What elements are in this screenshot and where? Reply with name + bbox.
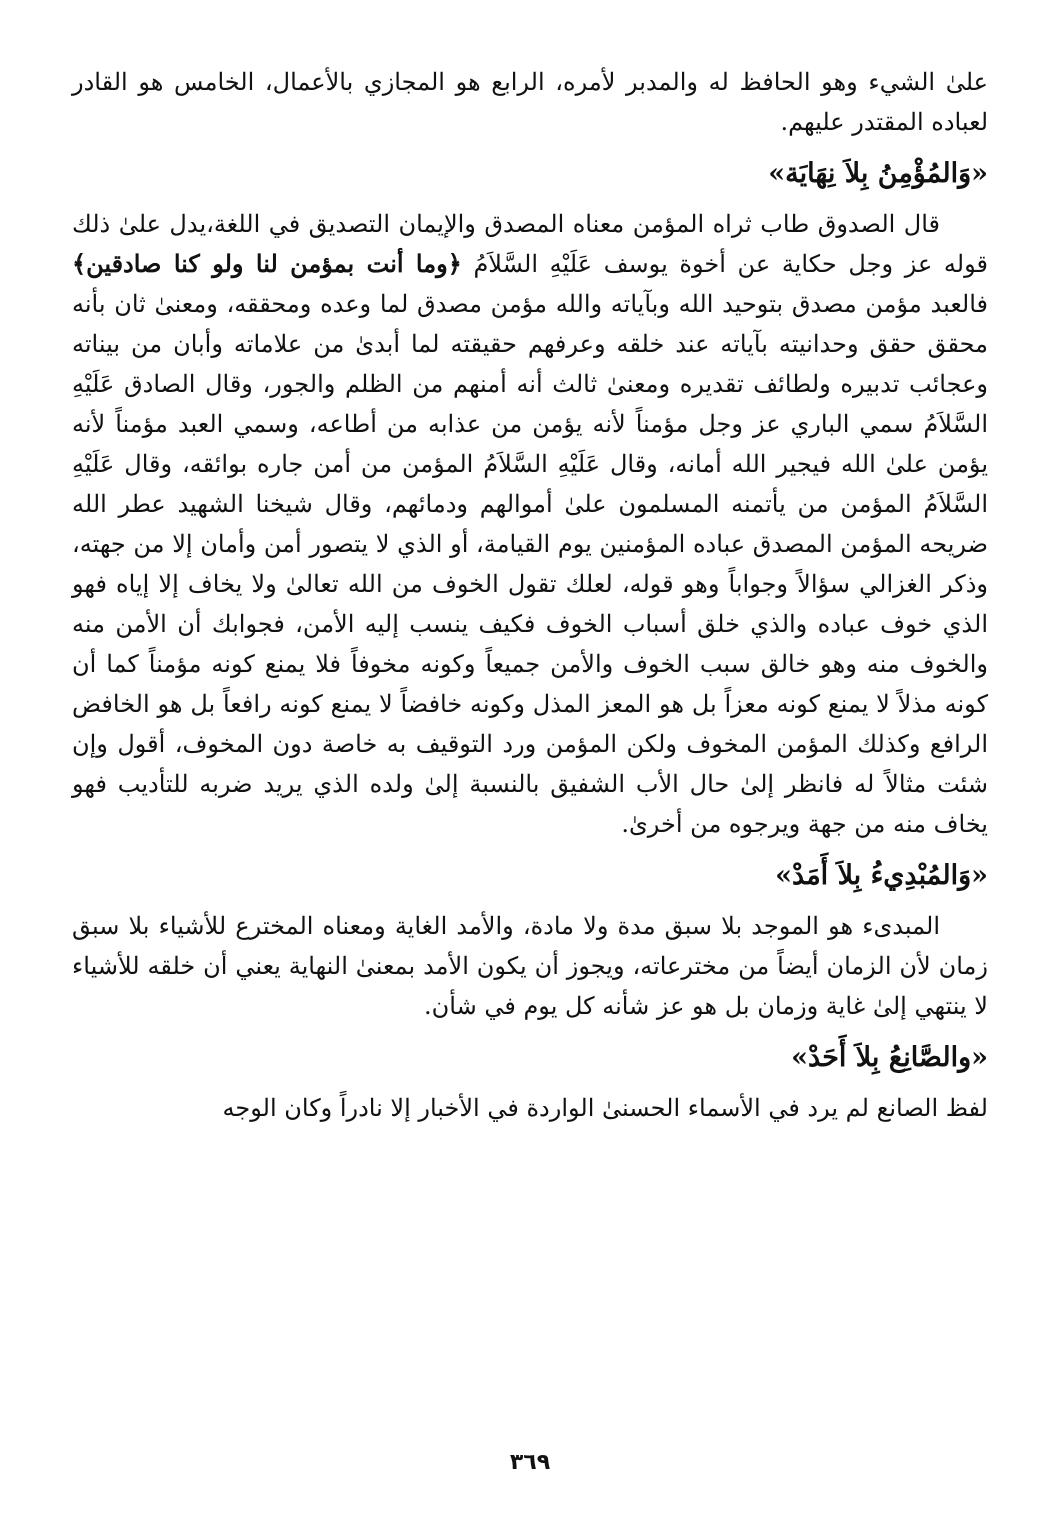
heading-mumin: «وَالمُؤْمِنُ بِلاَ نِهَايَة»: [768, 158, 988, 189]
quran-quote: ﴿وما أنت بمؤمن لنا ولو كنا صادقين﴾: [72, 249, 462, 278]
intro-paragraph: علىٰ الشيء وهو الحافظ له والمدبر لأمره، الرابع هو المجازي بالأعمال، الخامس هو القادر لعباده المقتدر عليهم.: [72, 68, 988, 136]
mubdi-paragraph: المبدىء هو الموجد بلا سبق مدة ولا مادة، والأمد الغاية ومعناه المخترع للأشياء بلا سبق زمان لأن الزمان أيضاً من مخترعاته، ويجوز أن يكون الأمد بمعنىٰ النهاية يعني أن خلقه للأشياء لا ينتهي إلىٰ غاية وزمان بل هو عز شأنه كل يوم في شأن.: [72, 912, 988, 1020]
heading-sani: «والصَّانِعُ بِلاَ أَحَدْ»: [791, 1042, 988, 1073]
mumin-paragraph: [72, 204, 988, 844]
page-number: ٣٦٩: [509, 1450, 551, 1475]
mumin-text-2: فالعبد مؤمن مصدق بتوحيد الله وبآياته والله مؤمن مصدق لما وعده ومحققه، ومعنىٰ ثان بأنه محقق حقق وحدانيته بآياته عند خلقه وعرفهم حقيقته لما أبدىٰ من علاماته وأبان من بيناته وعجائب تدبيره ولطائف تقديره ومعنىٰ ثالث أنه أمنهم من الظلم والجور، وقال الصادق عَلَيْهِ السَّلاَمُ سمي الباري عز وجل مؤمناً لأنه يؤمن من عذابه من أطاعه، وسمي العبد مؤمناً لأنه يؤمن علىٰ الله فيجير الله أمانه، وقال عَلَيْهِ السَّلاَمُ المؤمن من أمن جاره بوائقه، وقال عَلَيْهِ السَّلاَمُ المؤمن من يأتمنه المسلمون علىٰ أموالهم ودمائهم، وقال شيخنا الشهيد عطر الله ضريحه المؤمن المصدق عباده المؤمنين يوم القيامة، أو الذي لا يتصور أمن وأمان إلا من جهته، وذكر الغزالي سؤالاً وجواباً وهو قوله، لعلك تقول الخوف من الله تعالىٰ ولا يخاف إلا إياه فهو الذي خوف عباده والذي خلق أسباب الخوف فكيف ينسب إليه الأمن، فجوابك أن الأمن منه والخوف منه وهو خالق سبب الخوف والأمن جميعاً وكونه مخوفاً فلا يمنع كونه مؤمناً كما أن كونه مذلاً لا يمنع كونه معزاً بل هو المعز المذل وكونه خافضاً لا يمنع كونه رافعاً بل هو الخافض الرافع وكذلك المؤمن المخوف ولكن المؤمن ورد التوقيف به خاصة دون المخوف، أقول وإن شئت مثالاً له فانظر إلىٰ حال الأب الشفيق بالنسبة إلىٰ ولده الذي يريد ضربه للتأديب فهو يخاف منه من جهة ويرجوه من أخرىٰ.: [72, 290, 989, 838]
mumin-text-1: قال الصدوق طاب ثراه المؤمن معناه المصدق والإيمان التصديق في اللغة،يدل علىٰ ذلك قوله عز وجل حكاية عن أخوة يوسف عَلَيْهِ السَّلاَمُ: [72, 210, 988, 278]
heading-mubdi: «وَالمُبْدِيءُ بِلاَ أَمَدْ»: [775, 860, 988, 891]
page-body: [72, 62, 988, 1128]
sani-paragraph: لفظ الصانع لم يرد في الأسماء الحسنىٰ الواردة في الأخبار إلا نادراً وكان الوجه: [222, 1094, 988, 1122]
